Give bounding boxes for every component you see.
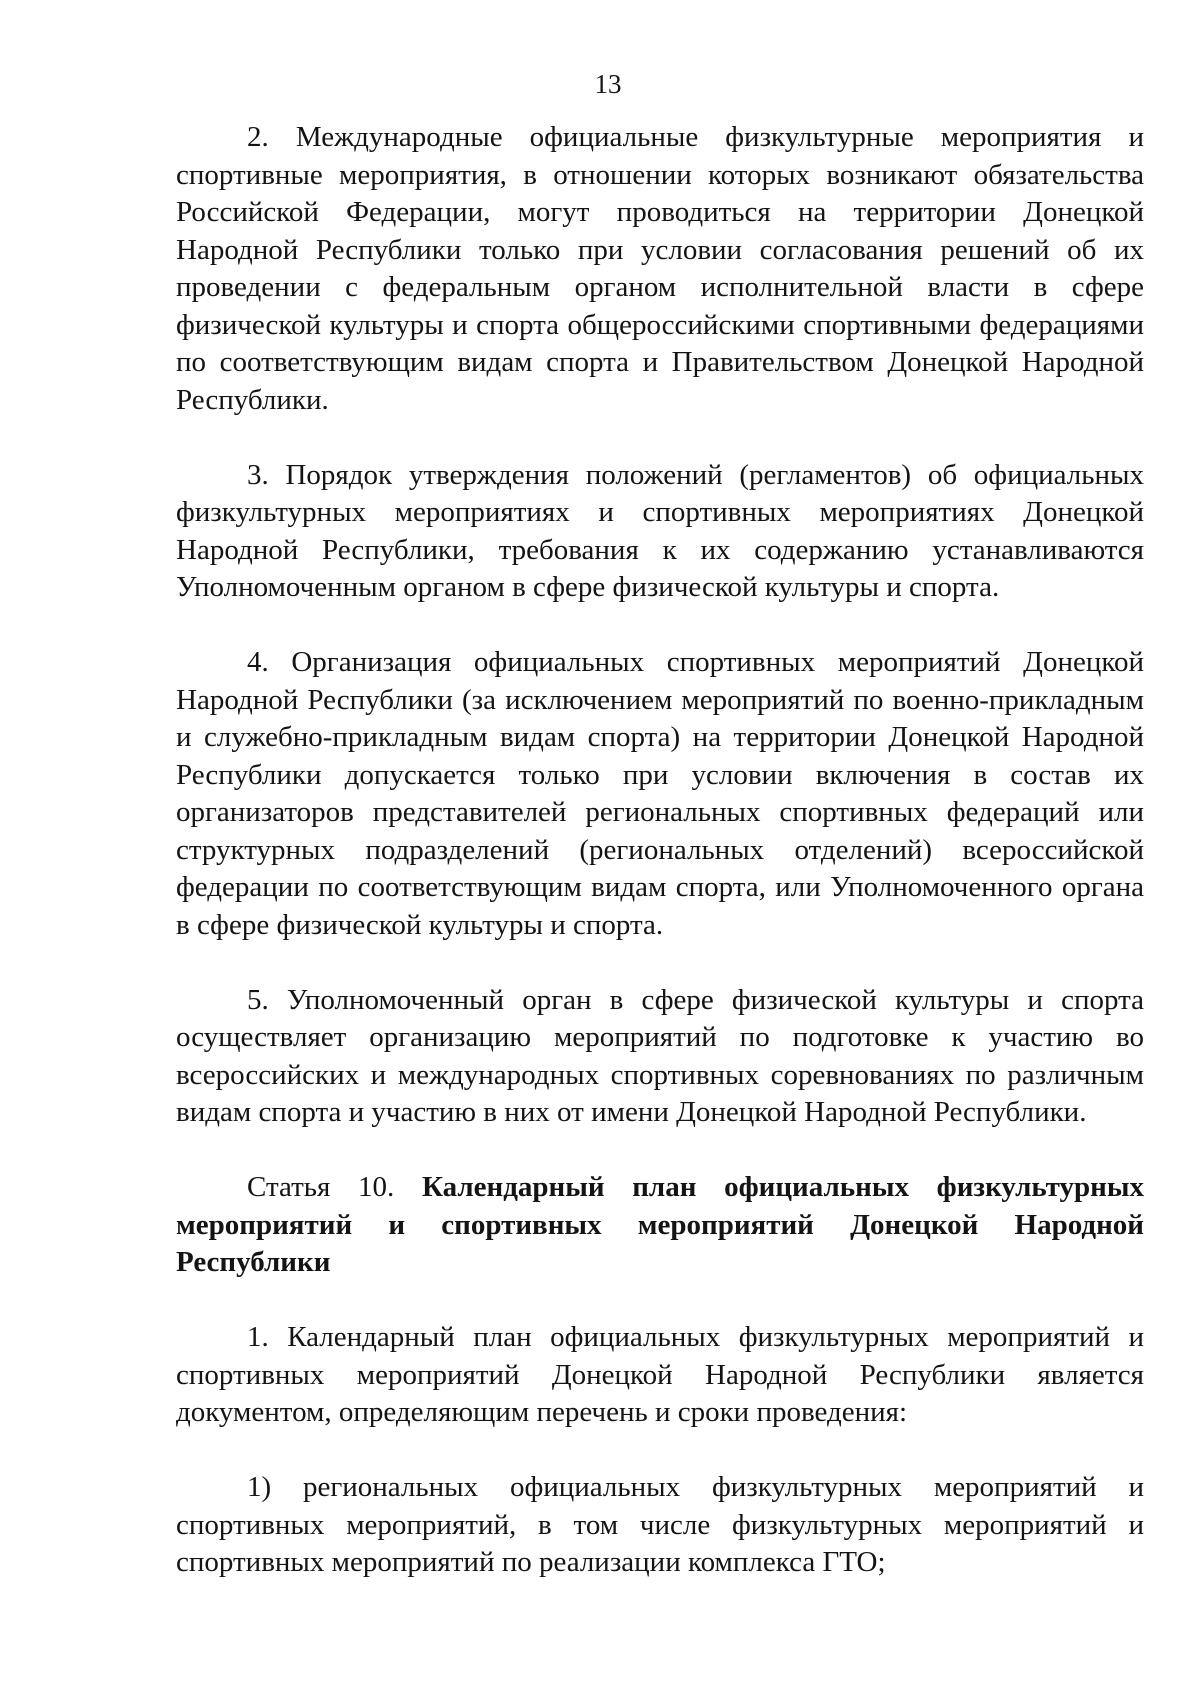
page-number: 13 — [594, 69, 622, 99]
article-heading — [176, 1169, 1144, 1282]
article-label: Статья 10. — [247, 1171, 395, 1203]
document-body — [176, 119, 1144, 1582]
article-paragraph-1: 1. Календарный план официальных физкультурных мероприятий и спортивных мероприятий Донецкой Народной Республики является документом, определяющим перечень и сроки проведения: — [176, 1321, 1144, 1428]
paragraph-item-3: 3. Порядок утверждения положений (регламентов) об официальных физкультурных мероприятиях и спортивных мероприятиях Донецкой Народной Республики, требования к их содержанию устанавливаются Уполномоченным органом в сфере физической культуры и спорта. — [176, 458, 1144, 603]
paragraph-item-2: 2. Международные официальные физкультурные мероприятия и спортивные мероприятия, в отношении которых возникают обязательства Российской Федерации, могут проводиться на территории Донецкой Народной Республики только при условии согласования решений об их проведении с федеральным органом исполнительной власти в сфере физической культуры и спорта общероссийскими спортивными федерациями по соответствующим видам спорта и Правительством Донецкой Народной Республики. — [176, 121, 1144, 416]
paragraph-item-5: 5. Уполномоченный орган в сфере физической культуры и спорта осуществляет организацию мероприятий по подготовке к участию во всероссийских и международных спортивных соревнованиях по различным видам спорта и участию в них от имени Донецкой Народной Республики. — [176, 983, 1144, 1128]
article-title: Календарный план официальных физкультурных мероприятий и спортивных мероприятий Донецкой Народной Республики — [176, 1171, 1144, 1278]
article-subitem-1: 1) региональных официальных физкультурных мероприятий и спортивных мероприятий, в том числе физкультурных мероприятий и спортивных мероприятий по реализации комплекса ГТО; — [176, 1471, 1144, 1578]
paragraph-item-4: 4. Организация официальных спортивных мероприятий Донецкой Народной Республики (за исключением мероприятий по военно-прикладным и служебно-прикладным видам спорта) на территории Донецкой Народной Республики допускается только при условии включения в состав их организаторов представителей региональных спортивных федераций или структурных подразделений (региональных отделений) всероссийской федерации по соответствующим видам спорта, или Уполномоченного органа в сфере физической культуры и спорта. — [176, 646, 1144, 941]
